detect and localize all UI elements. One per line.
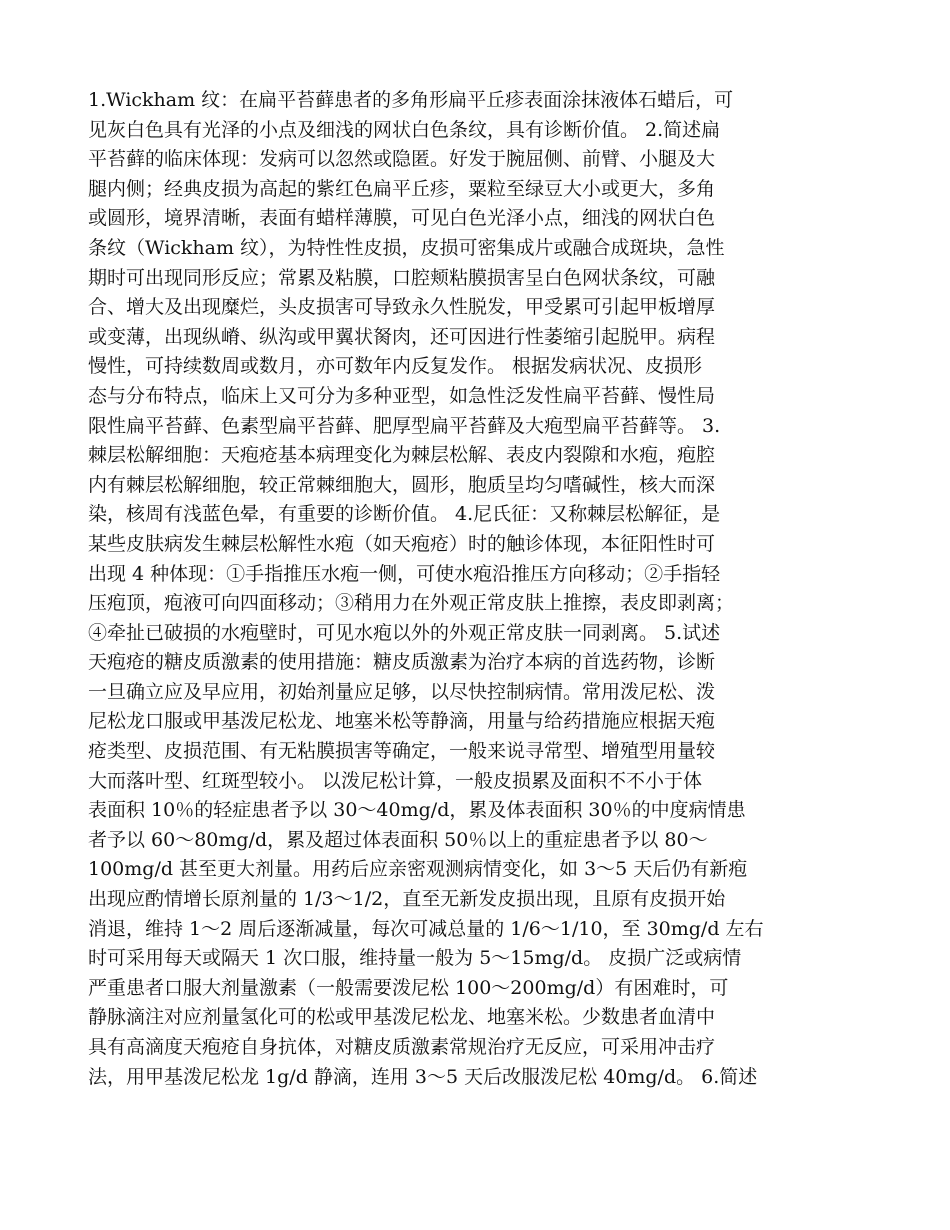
text-line: 一旦确立应及早应用，初始剂量应足够，以尽快控制病情。常用泼尼松、泼: [88, 680, 716, 703]
text-line: 尼松龙口服或甲基泼尼松龙、地塞米松等静滴，用量与给药措施应根据天疱: [88, 710, 716, 733]
text-line: 者予以 60～80mg/d，累及超过体表面积 50％以上的重症患者予以 80～: [88, 828, 708, 851]
text-line: 见灰白色具有光泽的小点及细浅的网状白色条纹，具有诊断价值。 2.简述扁: [88, 118, 721, 141]
text-line: 慢性，可持续数周或数月，亦可数年内反复发作。 根据发病状况、皮损形: [88, 355, 703, 378]
text-line: 期时可出现同形反应；常累及粘膜，口腔颊粘膜损害呈白色网状条纹，可融: [88, 266, 716, 289]
text-line: 合、增大及出现糜烂，头皮损害可导致永久性脱发，甲受累可引起甲板增厚: [88, 296, 716, 319]
text-line: 静脉滴注对应剂量氢化可的松或甲基泼尼松龙、地塞米松。少数患者血清中: [88, 1006, 716, 1029]
text-line: 具有高滴度天疱疮自身抗体，对糖皮质激素常规治疗无反应，可采用冲击疗: [88, 1036, 716, 1058]
text-line: ④牵扯已破损的水疱壁时，可见水疱以外的外观正常皮肤一同剥离。 5.试述: [88, 621, 721, 644]
document-page: [88, 86, 868, 1092]
text-line: 平苔藓的临床体现：发病可以忽然或隐匿。好发于腕屈侧、前臂、小腿及大: [88, 148, 716, 171]
text-line: 疮类型、皮损范围、有无粘膜损害等确定，一般来说寻常型、增殖型用量较: [88, 740, 716, 763]
text-line: 1.Wickham 纹：在扁平苔藓患者的多角形扁平丘疹表面涂抹液体石蜡后，可: [88, 89, 734, 111]
text-line: 100mg/d 甚至更大剂量。用药后应亲密观测病情变化，如 3～5 天后仍有新疱: [88, 858, 748, 881]
text-line: 态与分布特点，临床上又可分为多种亚型，如急性泛发性扁平苔藓、慢性局: [88, 384, 716, 407]
text-line: 出现 4 种体现：①手指推压水疱一侧，可使水疱沿推压方向移动；②手指轻: [88, 562, 721, 585]
text-line: 严重患者口服大剂量激素（一般需要泼尼松 100～200mg/d）有困难时，可: [88, 976, 729, 999]
text-line: 限性扁平苔藓、色素型扁平苔藓、肥厚型扁平苔藓及大疱型扁平苔藓等。 3.: [88, 414, 721, 437]
text-line: 棘层松解细胞：天疱疮基本病理变化为棘层松解、表皮内裂隙和水疱，疱腔: [88, 444, 716, 467]
text-line: 染，核周有浅蓝色晕，有重要的诊断价值。 4.尼氏征：又称棘层松解征，是: [88, 503, 721, 526]
text-line: 腿内侧；经典皮损为高起的紫红色扁平丘疹，粟粒至绿豆大小或更大，多角: [88, 177, 716, 200]
text-line: 条纹（Wickham 纹），为特性性皮损，皮损可密集成片或融合成斑块，急性: [88, 236, 725, 259]
text-line: 压疱顶，疱液可向四面移动；③稍用力在外观正常皮肤上推擦，表皮即剥离；: [88, 592, 735, 615]
text-line: 表面积 10％的轻症患者予以 30～40mg/d，累及体表面积 30％的中度病情患: [88, 799, 746, 822]
text-line: 或变薄，出现纵嵴、纵沟或甲翼状胬肉，还可因进行性萎缩引起脱甲。病程: [88, 325, 716, 348]
text-line: 法，用甲基泼尼松龙 1g/d 静滴，连用 3～5 天后改服泼尼松 40mg/d。 6.简述: [88, 1065, 758, 1088]
text-line: 某些皮肤病发生棘层松解性水疱（如天疱疮）时的触诊体现，本征阳性时可: [88, 532, 716, 555]
text-line: 或圆形，境界清晰，表面有蜡样薄膜，可见白色光泽小点，细浅的网状白色: [88, 207, 716, 230]
text-line: 出现应酌情增长原剂量的 1/3～1/2，直至无新发皮损出现，且原有皮损开始: [88, 888, 726, 911]
text-line: 内有棘层松解细胞，较正常棘细胞大，圆形，胞质呈均匀嗜碱性，核大而深: [88, 473, 716, 496]
text-line: 时可采用每天或隔天 1 次口服，维持量一般为 5～15mg/d。 皮损广泛或病情: [88, 947, 742, 970]
text-line: 天疱疮的糖皮质激素的使用措施：糖皮质激素为治疗本病的首选药物，诊断: [88, 651, 716, 674]
text-line: 大而落叶型、红斑型较小。 以泼尼松计算，一般皮损累及面积不不小于体: [88, 769, 703, 792]
text-line: 消退，维持 1～2 周后逐渐减量，每次可减总量的 1/6～1/10，至 30mg/d 左右: [88, 917, 764, 940]
